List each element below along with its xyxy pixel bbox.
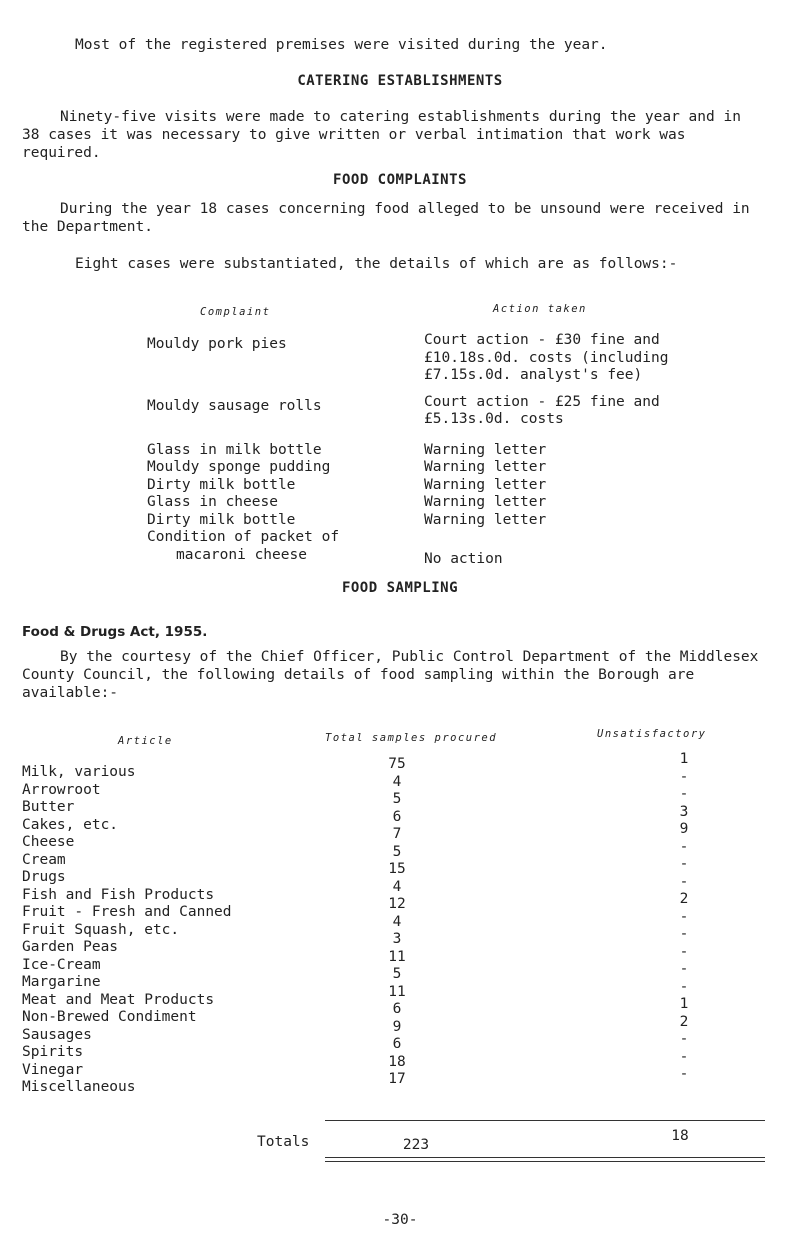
sample-article: Fish and Fish Products	[22, 886, 215, 903]
sample-unsatisfactory: -	[679, 926, 689, 942]
sample-unsatisfactory: -	[679, 786, 689, 802]
complaints-paragraph-1: During the year 18 cases concerning food alleged to be unsound were received in the Department.	[22, 201, 750, 235]
sample-total: 15	[388, 861, 406, 877]
sample-total: 6	[392, 1001, 402, 1017]
totals-rule-top	[325, 1120, 765, 1121]
action-column-header: Action taken	[493, 303, 587, 315]
sampling-paragraph: By the courtesy of the Chief Officer, Public Control Department of the Middlesex County Council, the following details of food sampling within the Borough are available:-	[22, 649, 759, 701]
sample-article: Drugs	[22, 869, 66, 885]
sample-article: Miscellaneous	[22, 1079, 136, 1095]
sample-total: 12	[388, 896, 406, 912]
sample-article: Meat and Meat Products	[22, 991, 215, 1008]
action-text: Warning letter	[424, 476, 547, 493]
totals-double-rule-2	[325, 1161, 765, 1162]
complaint-text: Glass in cheese	[147, 494, 278, 510]
sample-total: 4	[392, 773, 402, 790]
complaint-text: Mouldy pork pies	[147, 336, 287, 352]
complaints-heading: FOOD COMPLAINTS	[333, 172, 467, 188]
sample-total: 18	[388, 1053, 406, 1070]
complaint-text: Dirty milk bottle	[147, 476, 296, 493]
sample-total: 6	[392, 1036, 402, 1052]
sample-unsatisfactory: -	[679, 1066, 689, 1082]
sample-article: Ice-Cream	[22, 956, 101, 973]
action-text: No action	[424, 550, 503, 567]
complaint-text: Mouldy sausage rolls	[147, 397, 322, 414]
sample-total: 6	[392, 808, 402, 825]
totals-total: 223	[402, 1137, 430, 1153]
intro-line: Most of the registered premises were visited during the year.	[75, 37, 608, 53]
sample-unsatisfactory: 1	[679, 751, 689, 767]
sampling-heading: FOOD SAMPLING	[341, 580, 459, 596]
sample-total: 4	[392, 913, 402, 930]
sample-unsatisfactory: -	[679, 873, 689, 890]
sample-total: 9	[392, 1018, 402, 1035]
sample-article: Spirits	[22, 1044, 84, 1060]
sample-total: 5	[392, 791, 402, 807]
catering-paragraph: Ninety-five visits were made to catering establishments during the year and in 38 cases it was necessary to give written or verbal intimation that work was required.	[22, 109, 741, 161]
sample-article: Cream	[22, 851, 66, 868]
complaint-text: Condition of packet of	[147, 529, 340, 545]
sample-article: Fruit - Fresh and Canned	[22, 904, 232, 920]
action-text: Warning letter	[424, 494, 547, 510]
sample-total: 11	[388, 948, 406, 965]
sample-unsatisfactory: -	[679, 908, 689, 925]
sample-article: Milk, various	[22, 764, 136, 780]
sample-unsatisfactory: 2	[679, 891, 689, 907]
sample-article: Cheese	[22, 834, 75, 850]
sample-total: 4	[392, 878, 402, 895]
sample-unsatisfactory: -	[679, 856, 689, 872]
action-text: Warning letter	[424, 511, 547, 528]
action-text: Court action - £30 fine and	[424, 332, 660, 348]
sample-article: Arrowroot	[22, 781, 101, 798]
sample-article: Garden Peas	[22, 939, 119, 955]
sample-article: Non-Brewed Condiment	[22, 1009, 197, 1025]
totals-double-rule-1	[325, 1157, 765, 1158]
sample-unsatisfactory: 9	[679, 821, 689, 837]
sample-unsatisfactory: -	[679, 1048, 689, 1065]
sample-article: Cakes, etc.	[22, 816, 119, 833]
catering-heading: CATERING ESTABLISHMENTS	[297, 73, 503, 89]
sample-total: 75	[388, 756, 406, 772]
action-text: £7.15s.0d. analyst's fee)	[424, 367, 643, 383]
sample-article: Fruit Squash, etc.	[22, 921, 180, 938]
article-column-header: Article	[118, 735, 173, 747]
sample-unsatisfactory: -	[679, 1031, 689, 1047]
sample-article: Margarine	[22, 974, 101, 990]
sample-article: Sausages	[22, 1026, 92, 1043]
sample-total: 7	[392, 826, 402, 842]
complaint-column-header: Complaint	[200, 306, 271, 318]
sample-total: 5	[392, 843, 402, 860]
complaint-text: macaroni cheese	[176, 546, 307, 563]
sample-unsatisfactory: 3	[679, 803, 689, 820]
sample-unsatisfactory: 1	[679, 996, 689, 1012]
complaint-text: Dirty milk bottle	[147, 511, 296, 528]
totals-unsatisfactory: 18	[671, 1128, 689, 1144]
action-text: Warning letter	[424, 459, 547, 475]
action-text: £5.13s.0d. costs	[424, 411, 564, 427]
sample-article: Butter	[22, 799, 75, 815]
complaint-text: Glass in milk bottle	[147, 441, 322, 458]
page-number: -30-	[382, 1212, 418, 1228]
complaint-text: Mouldy sponge pudding	[147, 459, 331, 475]
sample-unsatisfactory: -	[679, 978, 689, 995]
sample-total: 3	[392, 931, 402, 947]
sample-unsatisfactory: -	[679, 961, 689, 977]
action-text: Warning letter	[424, 441, 547, 458]
unsatisfactory-column-header: Unsatisfactory	[597, 728, 707, 740]
sample-unsatisfactory: -	[679, 768, 689, 785]
sample-total: 11	[388, 983, 406, 1000]
action-text: Court action - £25 fine and	[424, 393, 660, 410]
action-text: £10.18s.0d. costs (including	[424, 349, 669, 366]
sample-unsatisfactory: 2	[679, 1013, 689, 1030]
sample-unsatisfactory: -	[679, 838, 689, 855]
totals-label: Totals	[257, 1134, 310, 1150]
sample-article: Vinegar	[22, 1061, 84, 1078]
sample-total: 17	[388, 1071, 406, 1087]
act-title: Food & Drugs Act, 1955.	[22, 624, 208, 640]
total-column-header: Total samples procured	[325, 732, 498, 744]
sample-unsatisfactory: -	[679, 943, 689, 960]
complaints-paragraph-2: Eight cases were substantiated, the details of which are as follows:-	[75, 256, 678, 272]
sample-total: 5	[392, 966, 402, 982]
